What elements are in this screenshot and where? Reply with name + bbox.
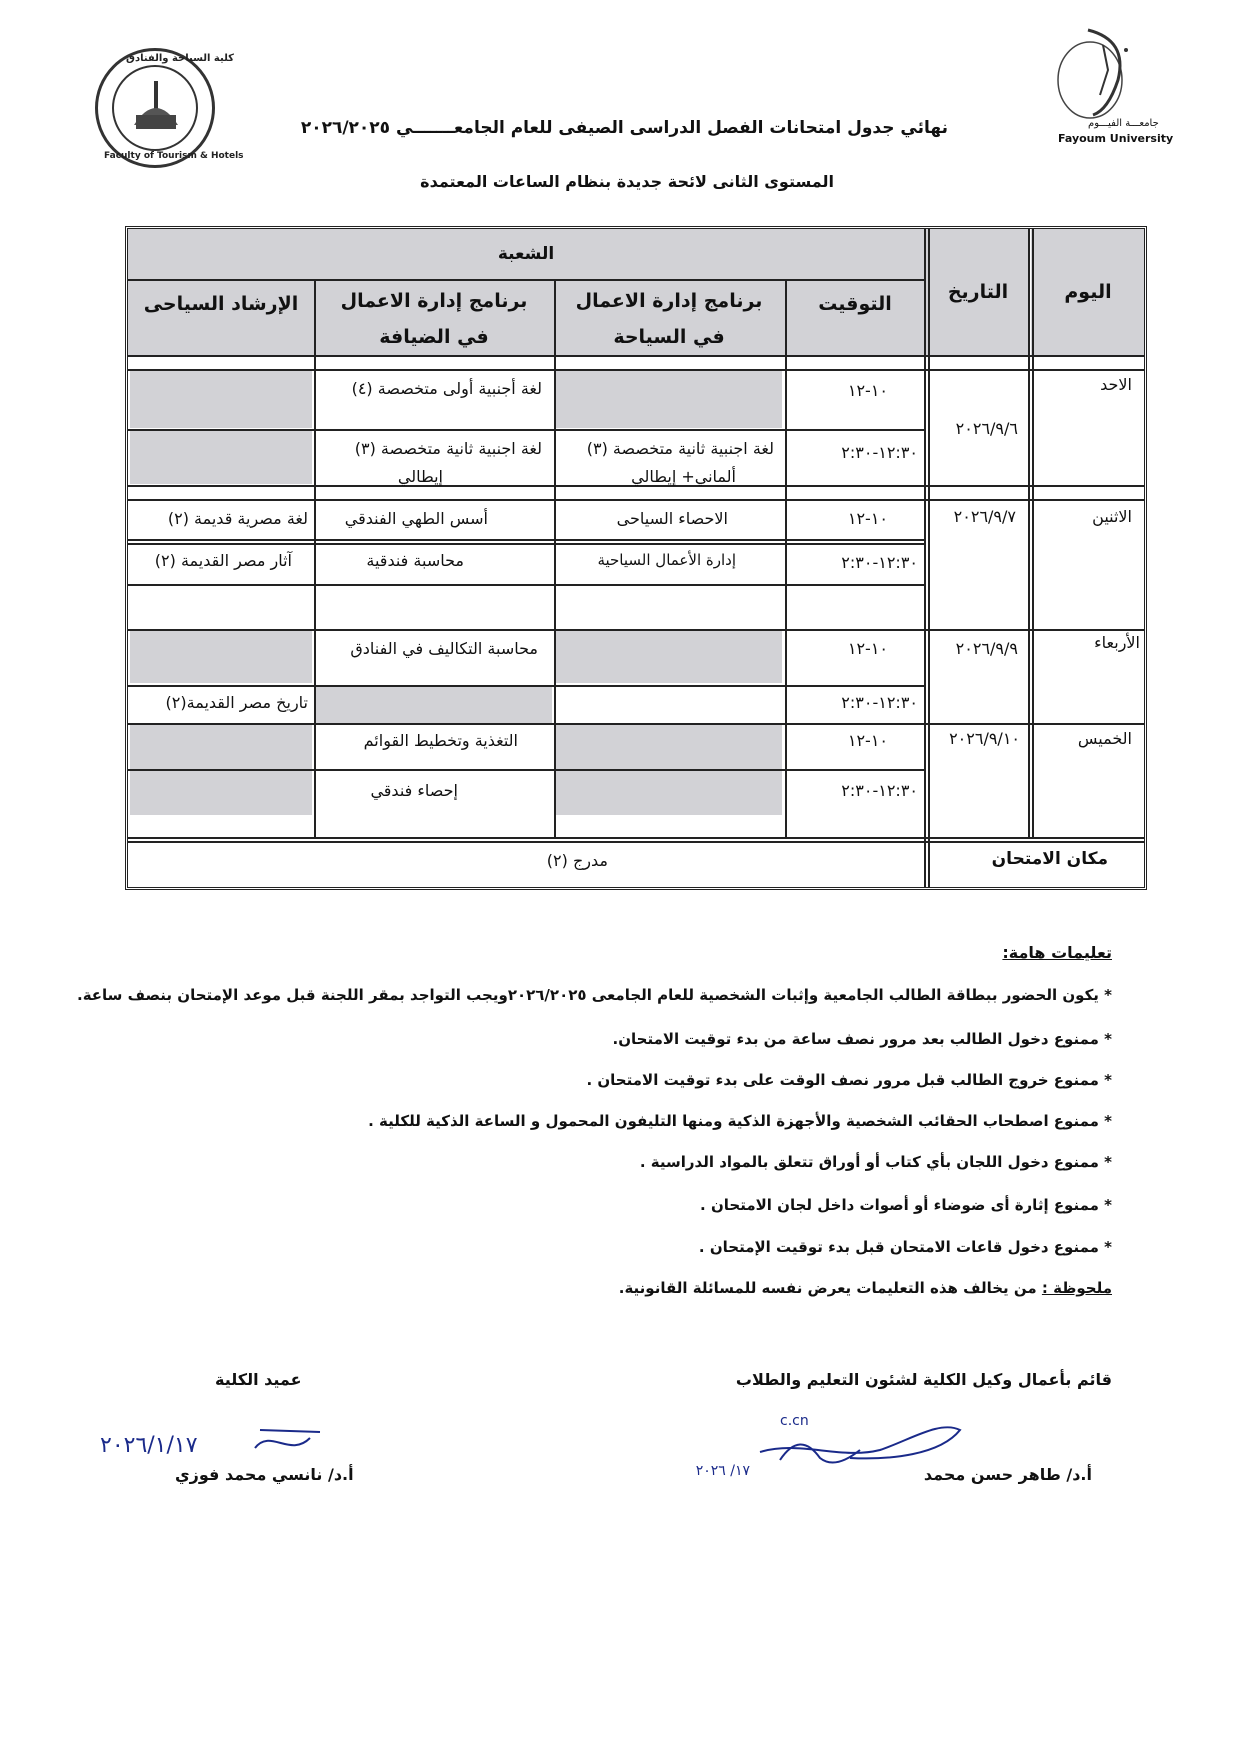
row2-guide2: آثار مصر القديمة (٢) [154, 551, 292, 570]
instruction-4: * ممنوع اصطحاب الحقائب الشخصية والأجهزة الذكية ومنها التليفون المحمول و الساعة الذكية للكلية . [368, 1112, 1112, 1130]
instruction-7: * ممنوع دخول قاعات الامتحان قبل بدء توقيت الإمتحان . [698, 1238, 1112, 1256]
vice-dean-name: أ.د/ طاهر حسن محمد [923, 1465, 1092, 1484]
faculty-logo [95, 48, 244, 168]
row4-day: الخميس [1077, 729, 1132, 748]
place-label: مكان الامتحان [991, 849, 1108, 869]
vice-dean-date: ١٧/ ٢٠٢٦ [695, 1463, 750, 1479]
row1-time2: ١٢:٣٠-٢:٣٠ [841, 443, 918, 462]
row4-hosp1: التغذية وتخطيط القوائم [363, 731, 518, 750]
row4-date: ٢٠٢٦/٩/١٠ [949, 729, 1020, 748]
note-text: من يخالف هذه التعليمات يعرض نفسه للمسائلة القانونية. [618, 1279, 1042, 1297]
instruction-6: * ممنوع إثارة أى ضوضاء أو أصوات داخل لجان الامتحان . [700, 1196, 1112, 1214]
vice-dean-signature [695, 1400, 970, 1480]
dean-name: أ.د/ نانسي محمد فوزي [175, 1465, 354, 1484]
header-date: التاريخ [947, 281, 1009, 303]
instruction-2: * ممنوع دخول الطالب بعد مرور نصف ساعة من بدء توقيت الامتحان. [612, 1030, 1112, 1048]
page-title: نهائي جدول امتحانات الفصل الدراسى الصيفى للعام الجامعـــــــي ٢٠٢٦/٢٠٢٥ [300, 118, 948, 138]
logo-right-ar: جامعـــة الفيـــوم [1088, 118, 1159, 129]
dean-title: عميد الكلية [215, 1370, 302, 1389]
vice-dean-title: قائم بأعمال وكيل الكلية لشئون التعليم والطلاب [735, 1370, 1112, 1389]
instructions-title: تعليمات هامة: [1002, 943, 1112, 962]
row4-hosp2: إحصاء فندقي [370, 781, 458, 800]
header-day: اليوم [1064, 281, 1112, 303]
logo-left-en: Faculty of Tourism & Hotels [104, 151, 244, 161]
row3-hosp1: محاسبة التكاليف في الفنادق [350, 639, 538, 658]
header-hospitality-program: برنامج إدارة الاعمال في الضيافة [340, 290, 528, 348]
row2-guide1: لغة مصرية قديمة (٢) [167, 509, 308, 528]
header-guidance: الإرشاد السياحى [143, 293, 299, 315]
row4-time1: ١٠-١٢ [847, 731, 888, 750]
header-division: الشعبة [497, 244, 555, 264]
logo-left-ar: كلية السياحة والفنادق [126, 53, 234, 64]
header-time: التوقيت [818, 293, 892, 315]
row2-time1: ١٠-١٢ [847, 509, 888, 528]
dean-signature [95, 1418, 325, 1468]
row2-hosp2: محاسبة فندقية [366, 551, 464, 570]
row4-time2: ١٢:٣٠-٢:٣٠ [841, 781, 918, 800]
row1-tour2b: ألماني+ إيطالي [631, 467, 736, 486]
dean-date: ٢٠٢٦/١/١٧ [100, 1433, 198, 1458]
row1-tour2a: لغة اجنبية ثانية متخصصة (٣) [586, 439, 774, 458]
page-subtitle: المستوى الثانى لائحة جديدة بنظام الساعات المعتمدة [420, 172, 834, 191]
row3-time2: ١٢:٣٠-٢:٣٠ [841, 693, 918, 712]
instruction-5: * ممنوع دخول اللجان بأي كتاب أو أوراق تتعلق بالمواد الدراسية . [639, 1153, 1112, 1171]
row1-hosp2a: لغة اجنبية ثانية متخصصة (٣) [354, 439, 542, 458]
header-tourism-program: برنامج إدارة الاعمال في السياحة [575, 290, 763, 348]
row1-hosp2b: إيطالي [397, 467, 443, 486]
row3-day: الأربعاء [1094, 633, 1140, 652]
exam-table [125, 226, 1147, 890]
row2-tour2: إدارة الأعمال السياحية [597, 551, 736, 569]
row1-hosp1: لغة أجنبية أولى متخصصة (٤) [351, 379, 542, 398]
university-emblem-icon [1048, 20, 1158, 120]
row2-time2: ١٢:٣٠-٢:٣٠ [841, 553, 918, 572]
row3-guide2: تاريخ مصر القديمة(٢) [165, 693, 308, 712]
place-value: مدرج (٢) [546, 851, 608, 870]
row1-time1: ١٠-١٢ [847, 381, 888, 400]
row2-hosp1: أسس الطهي الفندقي [344, 509, 488, 528]
row1-day: الاحد [1100, 375, 1132, 394]
row1-date: ٢٠٢٦/٩/٦ [955, 419, 1018, 438]
instruction-1: * يكون الحضور ببطاقة الطالب الجامعية وإثبات الشخصية للعام الجامعى ٢٠٢٦/٢٠٢٥ويجب التواجد بمقر اللجنة قبل موعد الإمتحان بنصف ساعة. [77, 986, 1112, 1004]
logo-right-en: Fayoum University [1058, 132, 1174, 145]
university-logo [1048, 20, 1174, 150]
row3-time1: ١٠-١٢ [847, 639, 888, 658]
building-icon [128, 77, 184, 137]
instruction-3: * ممنوع خروج الطالب قبل مرور نصف الوقت على بدء توقيت الامتحان . [586, 1071, 1112, 1089]
row3-date: ٢٠٢٦/٩/٩ [955, 639, 1018, 658]
instruction-note [619, 1279, 1112, 1297]
svg-text:c.cn: c.cn [780, 1413, 809, 1429]
row2-tour1: الاحصاء السياحى [616, 509, 728, 528]
note-label: ملحوظة : [1041, 1279, 1112, 1297]
row2-date: ٢٠٢٦/٩/٧ [953, 507, 1016, 526]
row2-day: الاثنين [1092, 507, 1132, 526]
